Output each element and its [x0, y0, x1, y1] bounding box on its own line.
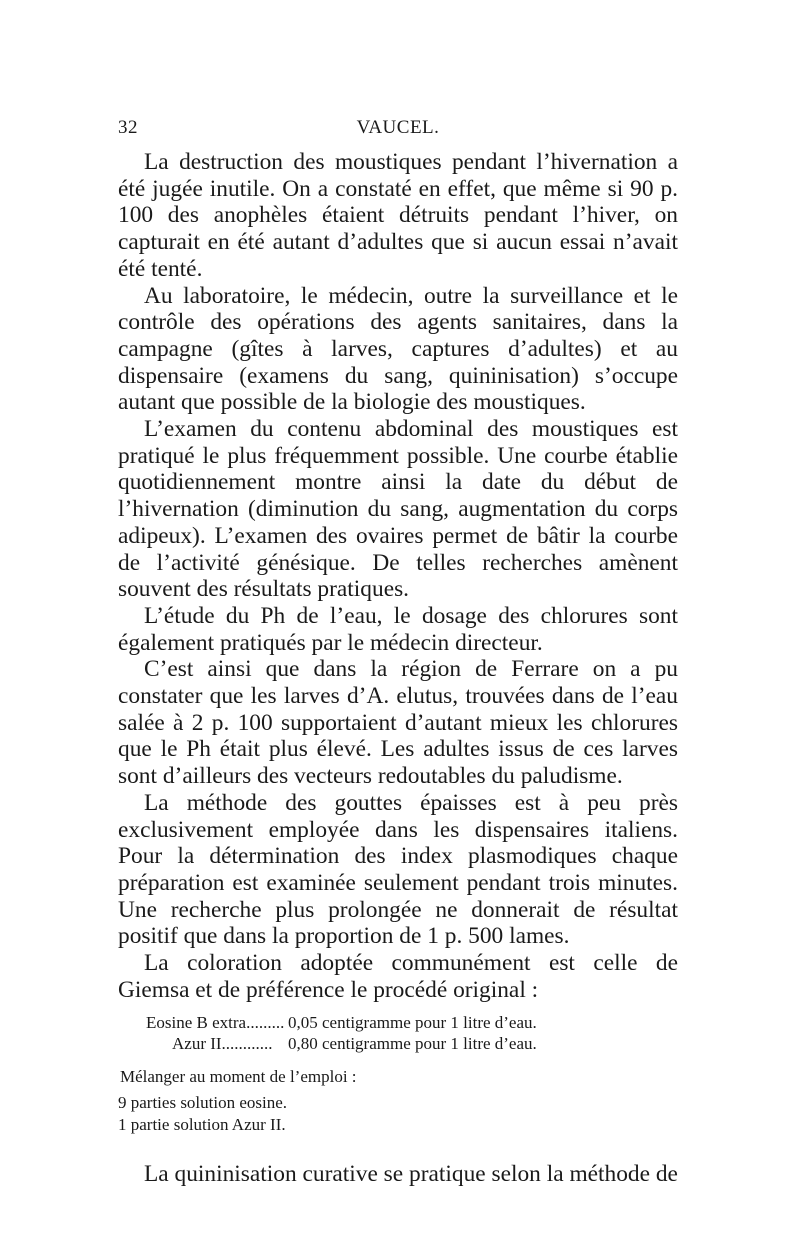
- running-title: VAUCEL.: [356, 117, 440, 138]
- paragraph-quininisation: La quininisation curative se pratique selon la méthode de: [144, 1161, 678, 1187]
- page-number: 32: [118, 117, 138, 138]
- paragraph-hivernation: La destruction des moustiques pendant l’hivernation a été jugée inutile. On a constaté en effet, que même si 90 p. 100 des anophèles étaient détruits pendant l’hiver, on capturait en été autant d’adultes que si aucun essai n’avait été tenté.: [118, 149, 678, 282]
- recipe-ingredient: Eosine B extra.........: [146, 1012, 285, 1032]
- paragraph-coloration: La coloration adoptée communément est celle de Giemsa et de préférence le procédé original :: [118, 950, 678, 1003]
- recipe-row: [118, 1033, 678, 1055]
- page-header: [118, 117, 678, 143]
- recipe-ingredient: Azur II............: [172, 1034, 273, 1053]
- recipe-quantity: 0,80 centigramme pour 1 litre d’eau.: [288, 1034, 537, 1053]
- recipe-mixture-list: [118, 1092, 678, 1135]
- paragraph-ferrare: C’est ainsi que dans la région de Ferrare on a pu constater que les larves d’A. elutus, trouvées dans de l’eau salée à 2 p. 100 supportaient d’autant mieux les chlorures que le Ph était plus élevé. Les adultes issus de ces larves sont d’ailleurs des vecteurs redoutables du paludisme.: [118, 656, 678, 790]
- staining-recipe: [118, 1012, 678, 1136]
- paragraph-etude-ph: L’étude du Ph de l’eau, le dosage des chlorures sont également pratiqués par le médecin directeur.: [118, 602, 678, 656]
- recipe-row: [118, 1012, 678, 1034]
- page-body: [118, 149, 678, 1188]
- paragraph-gouttes-epaisses: La méthode des gouttes épaisses est à peu près exclusivement employée dans les dispensaires italiens. Pour la détermination des index plasmodiques chaque préparation est examinée seulement pendant trois minutes. Une recherche plus prolongée ne donnerait de résultat positif que dans la proportion de 1 p. 500 lames.: [118, 789, 678, 950]
- recipe-note: Mélanger au moment de l’emploi :: [120, 1066, 357, 1086]
- recipe-mixture-item: 1 partie solution Azur II.: [118, 1114, 286, 1134]
- paragraph-examen-abdominal: L’examen du contenu abdominal des moustiques est pratiqué le plus fréquemment possible. Une courbe établie quotidiennement montre ainsi la date du début de l’hivernation (diminution du sang, augmentation du corps adipeux). L’examen des ovaires permet de bâtir la courbe de l’activité génésique. De telles recherches amènent souvent des résultats pratiques.: [118, 416, 678, 603]
- paragraph-laboratoire: Au laboratoire, le médecin, outre la surveillance et le contrôle des opérations des agents sanitaires, dans la campagne (gîtes à larves, captures d’adultes) et au dispensaire (examens du sang, quininisation) s’occupe autant que possible de la biologie des moustiques.: [118, 282, 678, 416]
- recipe-mixture-item: 9 parties solution eosine.: [118, 1093, 288, 1112]
- recipe-quantity: 0,05 centigramme pour 1 litre d’eau.: [288, 1012, 537, 1032]
